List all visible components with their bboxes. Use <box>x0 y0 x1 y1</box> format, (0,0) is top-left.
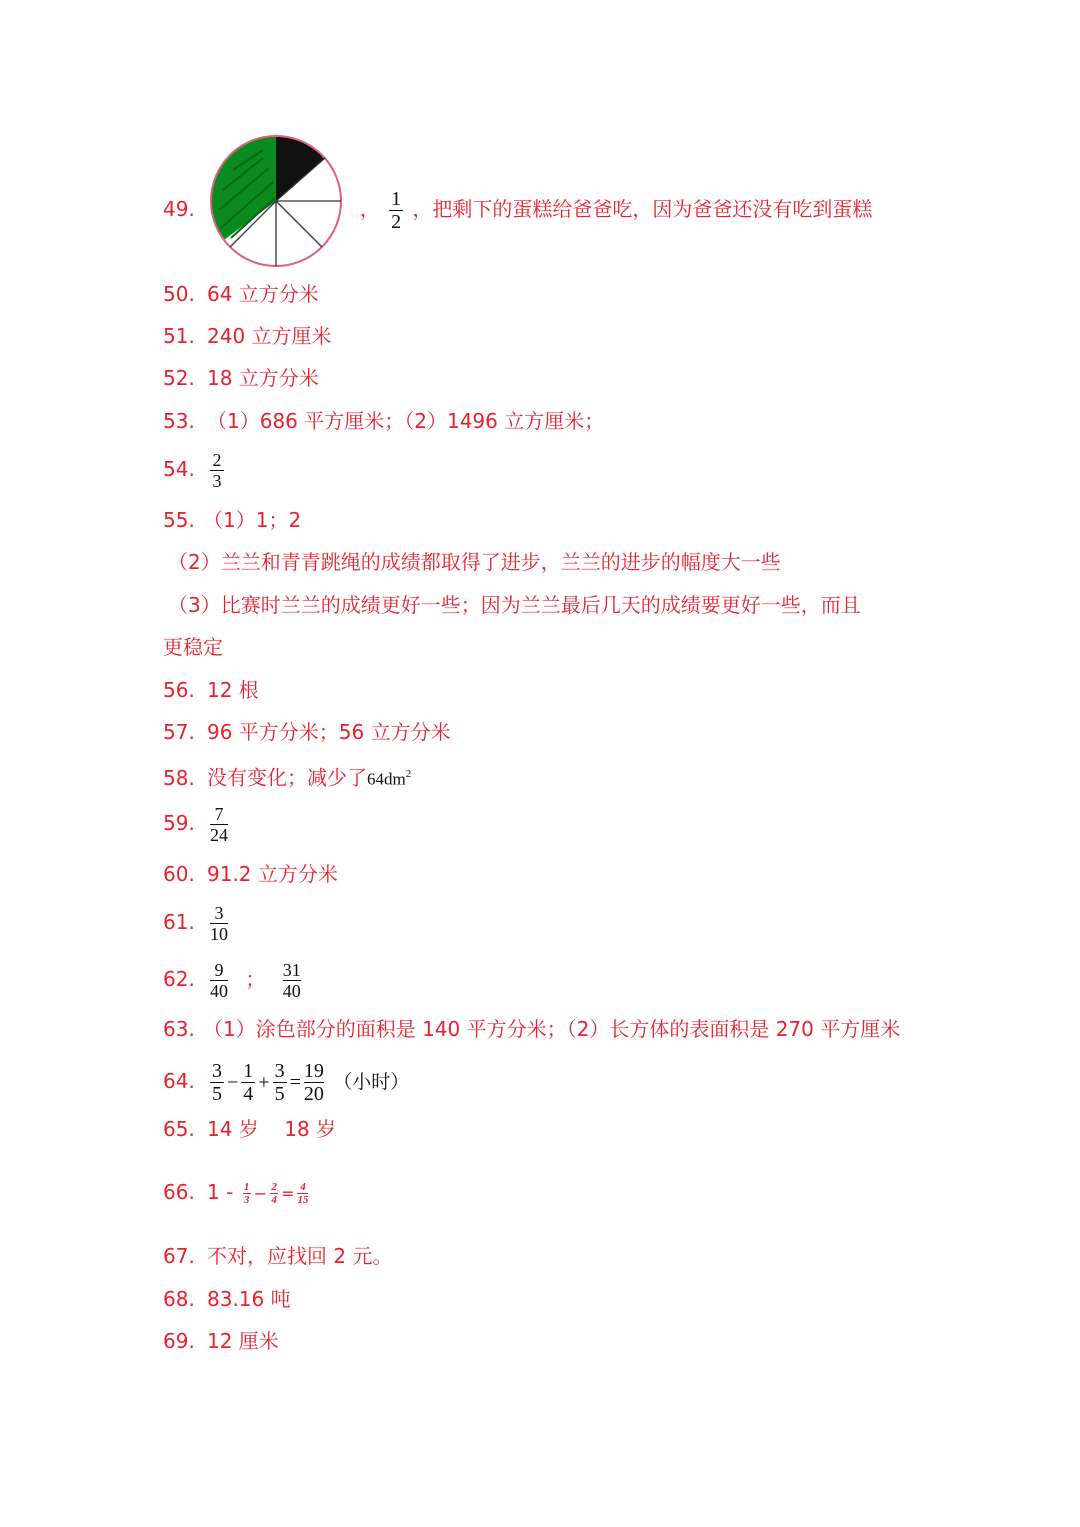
answer-60 <box>163 860 338 888</box>
numerator: 19 <box>303 1060 324 1082</box>
answer-text: （1）686 平方厘米；（2）1496 立方厘米； <box>207 409 605 433</box>
answer-text: 12 厘米 <box>207 1329 279 1353</box>
question-number: 57. <box>163 720 195 744</box>
numerator: 1 <box>243 1181 250 1193</box>
question-number: 68. <box>163 1287 195 1311</box>
unit-label: （小时） <box>333 1072 410 1093</box>
equals-sign: = <box>289 1071 301 1094</box>
answer-62 <box>163 960 304 1001</box>
question-number: 69. <box>163 1329 195 1353</box>
answer-text: （1）1；2 <box>203 508 302 532</box>
fraction-result <box>297 1181 308 1206</box>
denominator: 4 <box>271 1194 277 1206</box>
question-number: 66. <box>163 1180 195 1204</box>
answer-51 <box>163 322 332 350</box>
numerator: 3 <box>212 1060 222 1082</box>
denominator: 20 <box>303 1083 324 1105</box>
answer-55-part3-cont: 更稳定 <box>163 635 223 659</box>
fraction <box>210 903 228 944</box>
denominator: 3 <box>243 1194 250 1206</box>
separator: ； <box>245 967 266 991</box>
plus-sign: + <box>258 1071 270 1094</box>
question-number: 60. <box>163 862 195 886</box>
answer-text: ，把剩下的蛋糕给爸爸吃，因为爸爸还没有吃到蛋糕 <box>412 197 873 221</box>
question-number: 61. <box>163 910 195 934</box>
answer-68 <box>163 1285 291 1313</box>
answer-58 <box>163 760 411 794</box>
denominator: 10 <box>210 924 228 944</box>
fraction-b <box>283 960 301 1001</box>
denominator: 2 <box>391 211 402 233</box>
fraction-1 <box>243 1181 251 1206</box>
answer-text: 不对，应找回 2 元。 <box>207 1244 393 1268</box>
question-number: 64. <box>163 1069 195 1093</box>
expression-lead: 1 - <box>207 1180 234 1204</box>
fraction-2 <box>270 1181 278 1206</box>
answer-49 <box>163 188 872 233</box>
numerator: 4 <box>300 1181 306 1193</box>
minus-sign: − <box>227 1071 239 1094</box>
answer-59 <box>163 804 231 845</box>
fraction-3 <box>273 1060 287 1105</box>
comma: ， <box>359 197 380 221</box>
answer-50 <box>163 280 319 308</box>
answer-text: （1）涂色部分的面积是 140 平方分米；（2）长方体的表面积是 270 平方厘米 <box>203 1017 901 1041</box>
answer-text: 12 根 <box>207 678 259 702</box>
answer-value: 64dm <box>367 769 406 789</box>
answer-text: 96 平方分米；56 立方分米 <box>207 720 451 744</box>
numerator: 3 <box>214 903 224 923</box>
denominator: 4 <box>243 1083 254 1105</box>
denominator: 40 <box>282 981 301 1001</box>
fraction-a <box>210 960 228 1001</box>
numerator: 3 <box>274 1060 285 1082</box>
question-number: 63. <box>163 1017 195 1041</box>
question-number: 62. <box>163 967 195 991</box>
denominator: 24 <box>210 825 228 845</box>
question-number: 56. <box>163 678 195 702</box>
answer-text: 91.2 立方分米 <box>207 862 338 886</box>
answer-55 <box>163 506 301 534</box>
question-number: 58. <box>163 765 195 790</box>
fraction-1 <box>210 1060 224 1105</box>
answer-55-part2: （2）兰兰和青青跳绳的成绩都取得了进步，兰兰的进步的幅度大一些 <box>168 550 781 574</box>
exponent: 2 <box>405 768 412 780</box>
answer-text: 没有变化；减少了 <box>207 765 367 790</box>
question-number: 67. <box>163 1244 195 1268</box>
answer-63 <box>163 1015 900 1043</box>
numerator: 31 <box>282 960 301 980</box>
numerator: 9 <box>214 960 224 980</box>
answer-65 <box>163 1115 336 1143</box>
numerator: 2 <box>212 450 222 470</box>
numerator: 7 <box>214 804 224 824</box>
answer-text: 240 立方厘米 <box>207 324 332 348</box>
fraction-one-half <box>389 188 403 233</box>
question-number: 53. <box>163 409 195 433</box>
answer-55-part3: （3）比赛时兰兰的成绩更好一些；因为兰兰最后几天的成绩要更好一些，而且 <box>168 593 861 617</box>
answer-61 <box>163 903 231 944</box>
question-number: 59. <box>163 811 195 835</box>
answer-text: 83.16 吨 <box>207 1287 291 1311</box>
minus-sign: − <box>253 1184 268 1203</box>
denominator: 5 <box>274 1083 285 1105</box>
numerator: 1 <box>391 188 402 210</box>
denominator: 15 <box>297 1194 309 1206</box>
answer-69 <box>163 1327 279 1355</box>
question-number: 65. <box>163 1117 195 1141</box>
answer-53 <box>163 407 604 435</box>
fraction-2 <box>241 1060 255 1105</box>
equals-sign: = <box>281 1184 295 1203</box>
numerator: 1 <box>243 1060 254 1082</box>
answer-text: 18 立方分米 <box>207 366 319 390</box>
answer-64 <box>163 1060 409 1105</box>
question-number: 51. <box>163 324 195 348</box>
numerator: 2 <box>271 1181 277 1193</box>
fraction <box>210 804 228 845</box>
answer-57 <box>163 718 451 746</box>
answer-66 <box>163 1178 311 1208</box>
answer-54 <box>163 450 227 491</box>
denominator: 5 <box>212 1083 222 1105</box>
denominator: 3 <box>212 471 222 491</box>
question-number: 50. <box>163 282 195 306</box>
answer-52 <box>163 364 319 392</box>
fraction <box>210 450 224 491</box>
question-number: 52. <box>163 366 195 390</box>
answer-text: 64 立方分米 <box>207 282 319 306</box>
question-number: 54. <box>163 457 195 481</box>
fraction-result <box>304 1060 324 1105</box>
answer-56 <box>163 676 259 704</box>
question-number: 55. <box>163 508 195 532</box>
denominator: 40 <box>210 981 228 1001</box>
answer-text: 14 岁 18 岁 <box>207 1117 337 1141</box>
question-number: 49. <box>163 197 195 221</box>
answer-67 <box>163 1242 392 1270</box>
